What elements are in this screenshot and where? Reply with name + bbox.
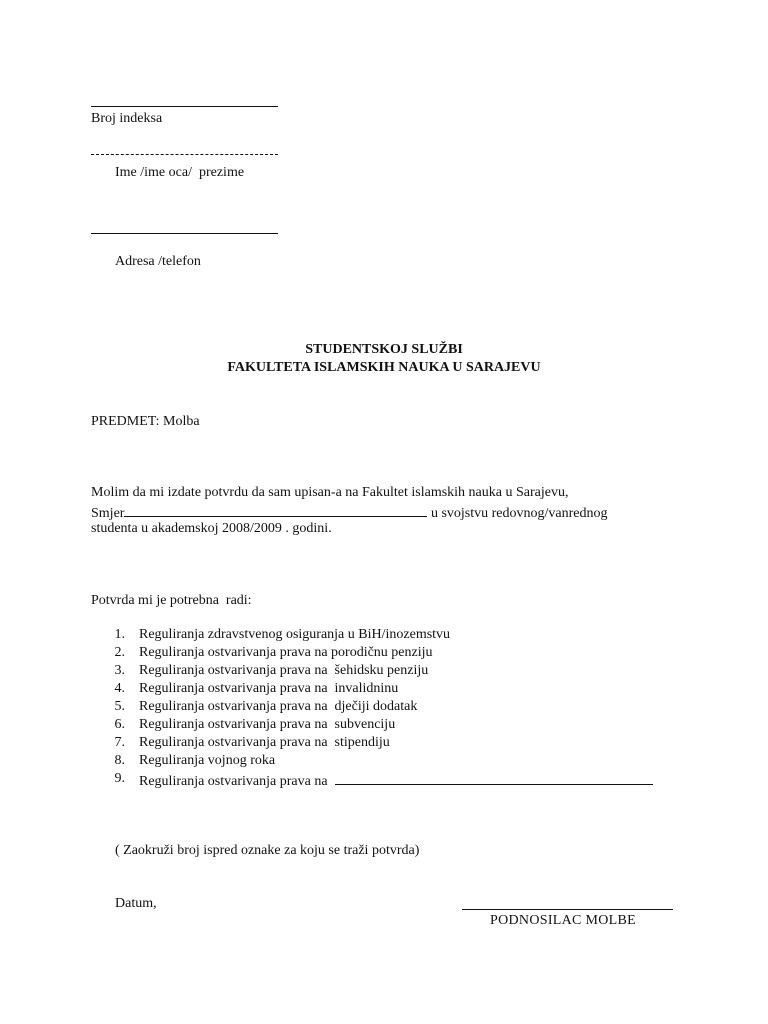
recipient-line-1: STUDENTSKOJ SLUŽBI xyxy=(305,342,463,357)
instruction-note: ( Zaokruži broj ispred oznake za koju se traži potvrda) xyxy=(115,843,420,858)
reason-number[interactable]: 6. xyxy=(114,717,125,732)
datum-label: Datum, xyxy=(115,896,157,911)
reason-text: Reguliranja ostvarivanja prava na stipendiju xyxy=(139,735,390,750)
smjer-blank[interactable] xyxy=(124,504,427,517)
signature-line[interactable] xyxy=(462,909,673,910)
adresa-line[interactable] xyxy=(91,233,278,234)
reason-text: Reguliranja zdravstvenog osiguranja u BiH/inozemstvu xyxy=(139,627,451,642)
reason-number[interactable]: 9. xyxy=(114,771,125,786)
reason-text: Reguliranja ostvarivanja prava na dječiji dodatak xyxy=(139,699,418,714)
ime-label: Ime /ime oca/ prezime xyxy=(115,165,245,180)
adresa-label: Adresa /telefon xyxy=(115,254,201,269)
reason-text: Reguliranja vojnog roka xyxy=(139,753,276,768)
body-line-3: studenta u akademskoj 2008/2009 . godini. xyxy=(91,521,332,536)
reason-number[interactable]: 2. xyxy=(114,645,125,660)
body-line-1: Molim da mi izdate potvrdu da sam upisan-a na Fakultet islamskih nauka u Sarajevu, xyxy=(91,485,569,500)
reason-9-label: Reguliranja ostvarivanja prava na xyxy=(139,774,335,789)
reasons-intro: Potvrda mi je potrebna radi: xyxy=(91,593,252,608)
body-line-2-suffix: u svojstvu redovnog/vanrednog xyxy=(427,506,608,521)
broj-indeksa-line[interactable] xyxy=(91,106,278,107)
reason-text xyxy=(139,772,653,789)
signature-label: PODNOSILAC MOLBE xyxy=(490,913,636,928)
smjer-label: Smjer xyxy=(91,506,125,521)
reason-9-blank[interactable] xyxy=(335,772,653,785)
reason-number[interactable]: 3. xyxy=(114,663,125,678)
reason-number[interactable]: 4. xyxy=(114,681,125,696)
reason-number[interactable]: 8. xyxy=(114,753,125,768)
recipient-line-2: FAKULTETA ISLAMSKIH NAUKA U SARAJEVU xyxy=(227,360,541,375)
subject-line: PREDMET: Molba xyxy=(91,414,200,429)
reason-number[interactable]: 1. xyxy=(114,627,125,642)
reason-text: Reguliranja ostvarivanja prava na šehidsku penziju xyxy=(139,663,429,678)
reason-text: Reguliranja ostvarivanja prava na invalidninu xyxy=(139,681,399,696)
reason-text: Reguliranja ostvarivanja prava na subvenciju xyxy=(139,717,396,732)
reason-number[interactable]: 5. xyxy=(114,699,125,714)
reason-number[interactable]: 7. xyxy=(114,735,125,750)
ime-line[interactable] xyxy=(91,154,278,155)
body-line-2 xyxy=(91,504,607,521)
reason-text: Reguliranja ostvarivanja prava na porodičnu penziju xyxy=(139,645,433,660)
broj-indeksa-label: Broj indeksa xyxy=(91,111,163,126)
